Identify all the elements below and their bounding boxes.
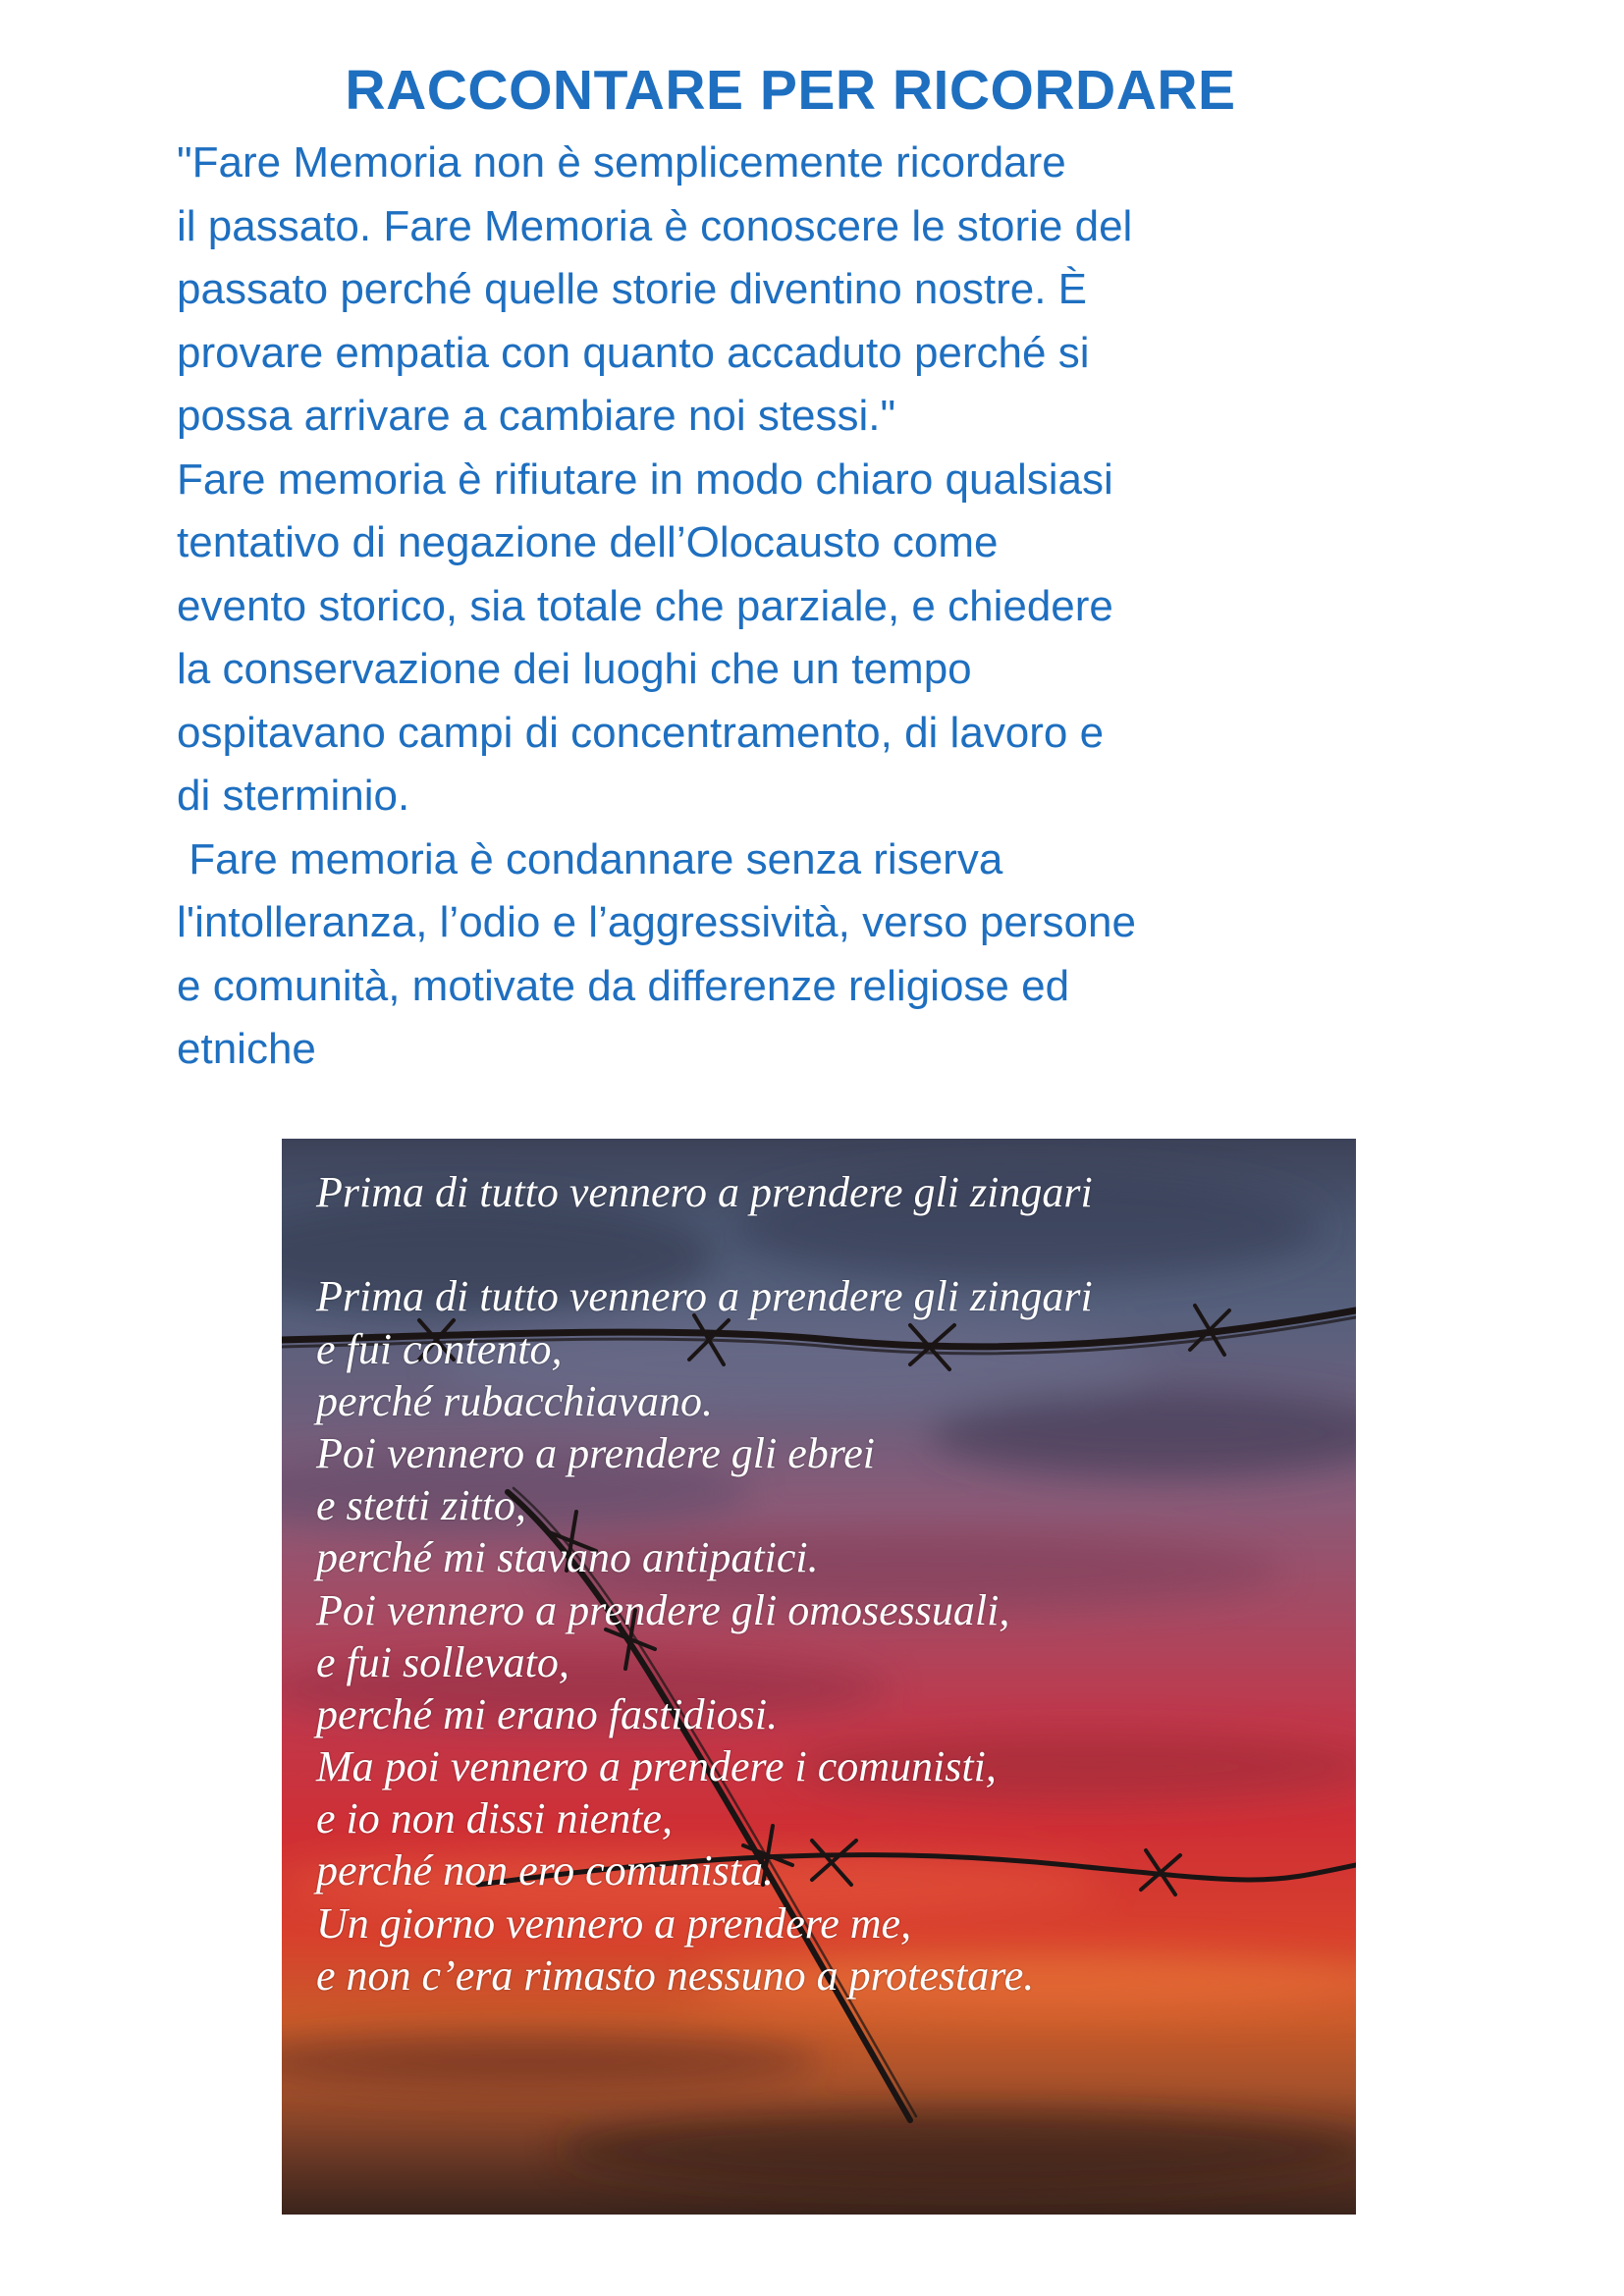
poem-text [316, 1166, 1337, 2002]
intro-line: evento storico, sia totale che parziale, e chiedere [177, 581, 1113, 630]
intro-line: passato perché quelle storie diventino nostre. È [177, 265, 1088, 313]
poem-title: Prima di tutto vennero a prendere gli zingari [316, 1168, 1093, 1216]
intro-line: provare empatia con quanto accaduto perché si [177, 328, 1090, 377]
poem-line: perché rubacchiavano. [316, 1376, 714, 1425]
page-title: RACCONTARE PER RICORDARE [345, 59, 1236, 122]
intro-line: di sterminio. [177, 772, 410, 820]
intro-line: il passato. Fare Memoria è conoscere le storie del [177, 201, 1133, 250]
poem-line: e non c’era rimasto nessuno a protestare. [316, 1950, 1035, 2000]
poem-line: perché non ero comunista. [316, 1846, 774, 1896]
poem-spacer [316, 1218, 1337, 1270]
poem-line: e stetti zitto, [316, 1481, 526, 1530]
poem-line: Ma poi vennero a prendere i comunisti, [316, 1742, 997, 1791]
intro-line: Fare memoria è condannare senza riserva [177, 834, 1003, 883]
intro-line: etniche [177, 1025, 316, 1073]
poem-image [282, 1139, 1356, 2215]
intro-line: "Fare Memoria non è semplicemente ricordare [177, 138, 1066, 187]
intro-line: l'intolleranza, l’odio e l’aggressività, verso persone [177, 898, 1136, 946]
poem-line: e io non dissi niente, [316, 1794, 673, 1843]
intro-line: ospitavano campi di concentramento, di lavoro e [177, 708, 1105, 757]
intro-line: e comunità, motivate da differenze religiose ed [177, 961, 1070, 1010]
intro-line: possa arrivare a cambiare noi stessi." [177, 392, 896, 440]
poem-line: Poi vennero a prendere gli omosessuali, [316, 1585, 1010, 1634]
poem-line: Prima di tutto vennero a prendere gli zingari [316, 1272, 1093, 1321]
poem-line: Poi vennero a prendere gli ebrei [316, 1428, 875, 1477]
intro-line: Fare memoria è rifiutare in modo chiaro qualsiasi [177, 454, 1113, 504]
poem-line: perché mi stavano antipatici. [316, 1533, 819, 1582]
poem-line: e fui sollevato, [316, 1637, 569, 1686]
poem-line: perché mi erano fastidiosi. [316, 1689, 779, 1738]
poem-line: e fui contento, [316, 1324, 563, 1373]
intro-line: la conservazione dei luoghi che un tempo [177, 645, 972, 693]
poem-line: Un giorno vennero a prendere me, [316, 1898, 912, 1948]
intro-text [177, 132, 1453, 1082]
intro-line: tentativo di negazione dell’Olocausto come [177, 518, 999, 566]
